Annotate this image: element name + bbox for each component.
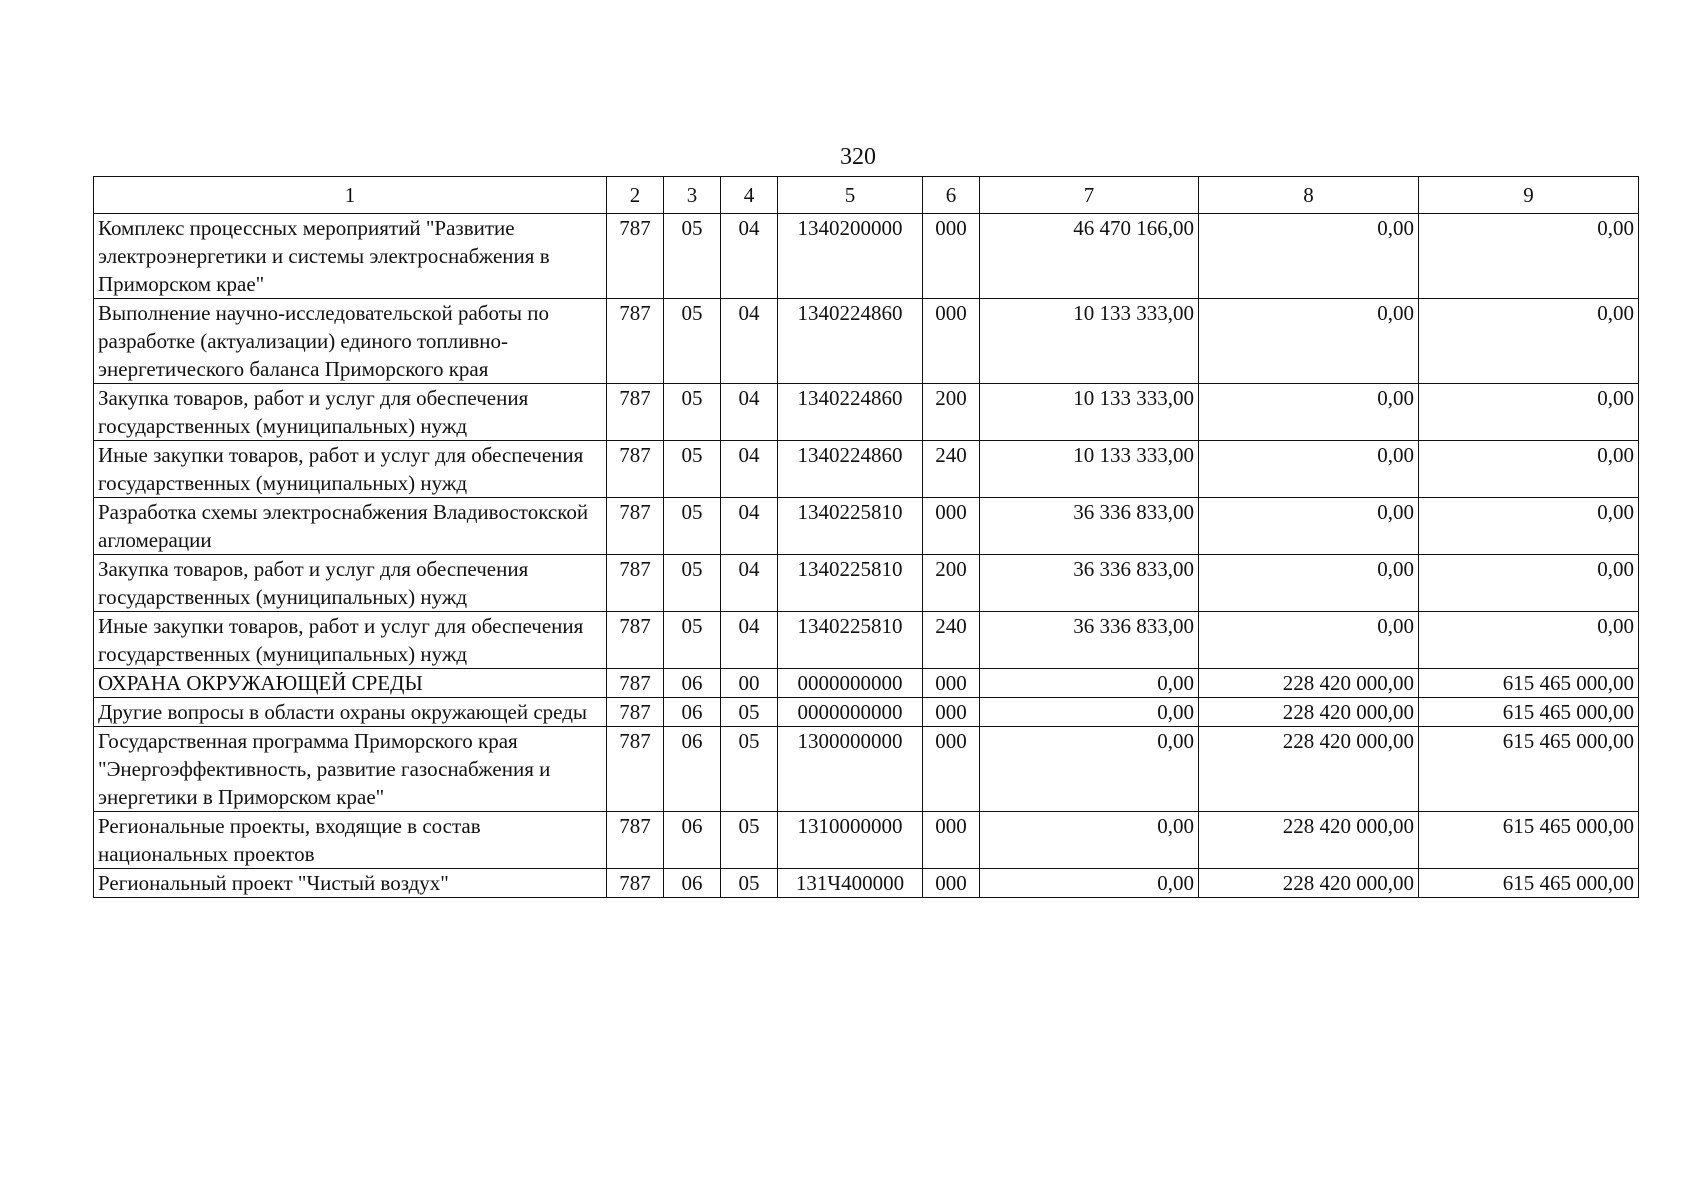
cell-col-5: 0000000000 bbox=[778, 669, 923, 698]
cell-col-3: 06 bbox=[664, 812, 721, 869]
column-header: 4 bbox=[721, 177, 778, 214]
column-header: 3 bbox=[664, 177, 721, 214]
amount-col-7: 0,00 bbox=[980, 812, 1199, 869]
amount-col-9: 0,00 bbox=[1419, 299, 1639, 384]
cell-col-4: 04 bbox=[721, 498, 778, 555]
amount-col-9: 0,00 bbox=[1419, 612, 1639, 669]
cell-col-4: 05 bbox=[721, 812, 778, 869]
cell-col-2: 787 bbox=[607, 555, 664, 612]
row-name: Выполнение научно-исследовательской работы по разработке (актуализации) единого топливно-энергетического баланса Приморского края bbox=[94, 299, 607, 384]
amount-col-9: 615 465 000,00 bbox=[1419, 869, 1639, 898]
cell-col-4: 04 bbox=[721, 299, 778, 384]
cell-col-2: 787 bbox=[607, 498, 664, 555]
cell-col-6: 000 bbox=[923, 869, 980, 898]
amount-col-9: 615 465 000,00 bbox=[1419, 812, 1639, 869]
cell-col-2: 787 bbox=[607, 612, 664, 669]
cell-col-2: 787 bbox=[607, 669, 664, 698]
amount-col-8: 228 420 000,00 bbox=[1199, 698, 1419, 727]
cell-col-5: 1310000000 bbox=[778, 812, 923, 869]
amount-col-8: 228 420 000,00 bbox=[1199, 869, 1419, 898]
table-row bbox=[94, 669, 1639, 698]
cell-col-3: 05 bbox=[664, 299, 721, 384]
cell-col-5: 1340224860 bbox=[778, 299, 923, 384]
row-name: Региональный проект "Чистый воздух" bbox=[94, 869, 607, 898]
row-name: Закупка товаров, работ и услуг для обеспечения государственных (муниципальных) нужд bbox=[94, 555, 607, 612]
cell-col-2: 787 bbox=[607, 812, 664, 869]
cell-col-6: 000 bbox=[923, 698, 980, 727]
amount-col-9: 0,00 bbox=[1419, 441, 1639, 498]
cell-col-4: 04 bbox=[721, 441, 778, 498]
cell-col-4: 04 bbox=[721, 555, 778, 612]
cell-col-6: 240 bbox=[923, 441, 980, 498]
amount-col-7: 10 133 333,00 bbox=[980, 384, 1199, 441]
amount-col-8: 0,00 bbox=[1199, 612, 1419, 669]
column-header: 5 bbox=[778, 177, 923, 214]
cell-col-6: 000 bbox=[923, 669, 980, 698]
cell-col-5: 1340224860 bbox=[778, 441, 923, 498]
amount-col-7: 36 336 833,00 bbox=[980, 612, 1199, 669]
amount-col-7: 0,00 bbox=[980, 669, 1199, 698]
amount-col-7: 36 336 833,00 bbox=[980, 498, 1199, 555]
cell-col-4: 04 bbox=[721, 612, 778, 669]
amount-col-8: 228 420 000,00 bbox=[1199, 727, 1419, 812]
cell-col-4: 05 bbox=[721, 698, 778, 727]
cell-col-5: 1340224860 bbox=[778, 384, 923, 441]
cell-col-3: 05 bbox=[664, 498, 721, 555]
cell-col-2: 787 bbox=[607, 441, 664, 498]
cell-col-3: 06 bbox=[664, 669, 721, 698]
amount-col-8: 228 420 000,00 bbox=[1199, 812, 1419, 869]
cell-col-3: 05 bbox=[664, 384, 721, 441]
table-row bbox=[94, 555, 1639, 612]
table-row bbox=[94, 214, 1639, 299]
cell-col-6: 000 bbox=[923, 214, 980, 299]
row-name: Иные закупки товаров, работ и услуг для обеспечения государственных (муниципальных) нужд bbox=[94, 612, 607, 669]
cell-col-3: 05 bbox=[664, 441, 721, 498]
header-row bbox=[94, 177, 1639, 214]
table-row bbox=[94, 812, 1639, 869]
cell-col-2: 787 bbox=[607, 384, 664, 441]
amount-col-8: 0,00 bbox=[1199, 441, 1419, 498]
amount-col-9: 0,00 bbox=[1419, 498, 1639, 555]
row-name: Комплекс процессных мероприятий "Развитие электроэнергетики и системы электроснабжения в Приморском крае" bbox=[94, 214, 607, 299]
amount-col-9: 615 465 000,00 bbox=[1419, 698, 1639, 727]
column-header: 7 bbox=[980, 177, 1199, 214]
amount-col-8: 228 420 000,00 bbox=[1199, 669, 1419, 698]
table-row bbox=[94, 869, 1639, 898]
cell-col-2: 787 bbox=[607, 869, 664, 898]
table-row bbox=[94, 498, 1639, 555]
cell-col-6: 200 bbox=[923, 384, 980, 441]
table-row bbox=[94, 727, 1639, 812]
amount-col-7: 0,00 bbox=[980, 869, 1199, 898]
cell-col-5: 1300000000 bbox=[778, 727, 923, 812]
table-row bbox=[94, 384, 1639, 441]
row-name: Закупка товаров, работ и услуг для обеспечения государственных (муниципальных) нужд bbox=[94, 384, 607, 441]
table-row bbox=[94, 299, 1639, 384]
amount-col-8: 0,00 bbox=[1199, 214, 1419, 299]
cell-col-4: 04 bbox=[721, 214, 778, 299]
amount-col-9: 615 465 000,00 bbox=[1419, 669, 1639, 698]
cell-col-3: 06 bbox=[664, 698, 721, 727]
cell-col-5: 131Ч400000 bbox=[778, 869, 923, 898]
table-body bbox=[94, 214, 1639, 898]
row-name: Разработка схемы электроснабжения Владивостокской агломерации bbox=[94, 498, 607, 555]
column-header: 8 bbox=[1199, 177, 1419, 214]
cell-col-4: 00 bbox=[721, 669, 778, 698]
cell-col-4: 04 bbox=[721, 384, 778, 441]
page-number: 320 bbox=[840, 144, 876, 170]
cell-col-6: 200 bbox=[923, 555, 980, 612]
amount-col-8: 0,00 bbox=[1199, 555, 1419, 612]
cell-col-6: 000 bbox=[923, 727, 980, 812]
row-name: Государственная программа Приморского края "Энергоэффективность, развитие газоснабжения и энергетики в Приморском крае" bbox=[94, 727, 607, 812]
amount-col-7: 36 336 833,00 bbox=[980, 555, 1199, 612]
cell-col-5: 1340225810 bbox=[778, 612, 923, 669]
amount-col-7: 46 470 166,00 bbox=[980, 214, 1199, 299]
column-header: 2 bbox=[607, 177, 664, 214]
amount-col-7: 10 133 333,00 bbox=[980, 441, 1199, 498]
amount-col-8: 0,00 bbox=[1199, 498, 1419, 555]
cell-col-4: 05 bbox=[721, 727, 778, 812]
cell-col-3: 06 bbox=[664, 727, 721, 812]
cell-col-5: 1340200000 bbox=[778, 214, 923, 299]
cell-col-5: 0000000000 bbox=[778, 698, 923, 727]
amount-col-9: 0,00 bbox=[1419, 384, 1639, 441]
budget-table bbox=[93, 176, 1639, 898]
amount-col-9: 0,00 bbox=[1419, 214, 1639, 299]
cell-col-3: 05 bbox=[664, 555, 721, 612]
row-name: Региональные проекты, входящие в состав национальных проектов bbox=[94, 812, 607, 869]
amount-col-7: 10 133 333,00 bbox=[980, 299, 1199, 384]
cell-col-6: 000 bbox=[923, 299, 980, 384]
table-row bbox=[94, 441, 1639, 498]
table-row bbox=[94, 698, 1639, 727]
amount-col-8: 0,00 bbox=[1199, 384, 1419, 441]
cell-col-5: 1340225810 bbox=[778, 498, 923, 555]
amount-col-7: 0,00 bbox=[980, 698, 1199, 727]
cell-col-5: 1340225810 bbox=[778, 555, 923, 612]
cell-col-6: 240 bbox=[923, 612, 980, 669]
cell-col-2: 787 bbox=[607, 214, 664, 299]
row-name: ОХРАНА ОКРУЖАЮЩЕЙ СРЕДЫ bbox=[94, 669, 607, 698]
cell-col-3: 06 bbox=[664, 869, 721, 898]
cell-col-3: 05 bbox=[664, 214, 721, 299]
cell-col-3: 05 bbox=[664, 612, 721, 669]
cell-col-6: 000 bbox=[923, 498, 980, 555]
cell-col-2: 787 bbox=[607, 299, 664, 384]
row-name: Другие вопросы в области охраны окружающей среды bbox=[94, 698, 607, 727]
cell-col-6: 000 bbox=[923, 812, 980, 869]
amount-col-9: 615 465 000,00 bbox=[1419, 727, 1639, 812]
row-name: Иные закупки товаров, работ и услуг для обеспечения государственных (муниципальных) нужд bbox=[94, 441, 607, 498]
column-header: 9 bbox=[1419, 177, 1639, 214]
amount-col-7: 0,00 bbox=[980, 727, 1199, 812]
cell-col-2: 787 bbox=[607, 727, 664, 812]
amount-col-9: 0,00 bbox=[1419, 555, 1639, 612]
cell-col-2: 787 bbox=[607, 698, 664, 727]
cell-col-4: 05 bbox=[721, 869, 778, 898]
amount-col-8: 0,00 bbox=[1199, 299, 1419, 384]
table-row bbox=[94, 612, 1639, 669]
column-header: 6 bbox=[923, 177, 980, 214]
column-header: 1 bbox=[94, 177, 607, 214]
